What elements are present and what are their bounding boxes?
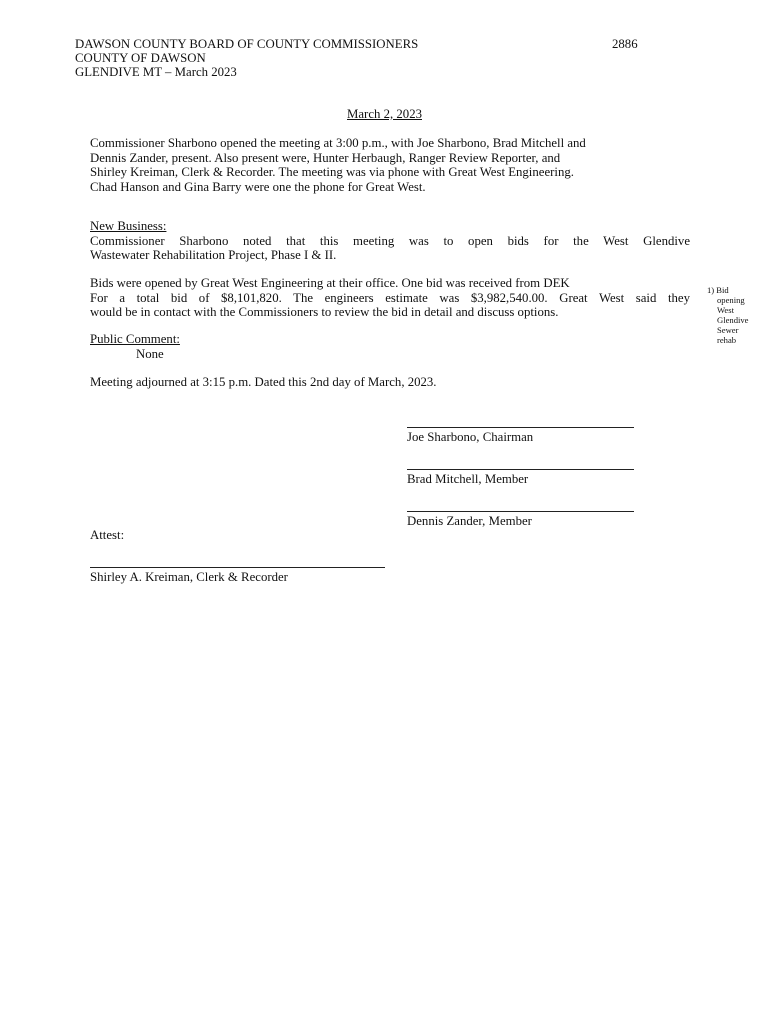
header-board-name: DAWSON COUNTY BOARD OF COUNTY COMMISSIONERS <box>75 37 419 51</box>
margin-note-line: Sewer <box>717 325 739 335</box>
attest-label: Attest: <box>90 528 125 542</box>
member1-signature-line <box>407 469 634 470</box>
clerk-signature-line <box>90 567 385 568</box>
margin-note-line: Glendive <box>717 315 749 325</box>
clerk-name: Shirley A. Kreiman, Clerk & Recorder <box>90 570 288 584</box>
member2-signature-line <box>407 511 634 512</box>
public-comment-heading: Public Comment: <box>90 332 180 346</box>
bids-line: would be in contact with the Commissioners to review the bid in detail and discuss options. <box>90 305 559 319</box>
page-number: 2886 <box>612 37 638 51</box>
chairman-name: Joe Sharbono, Chairman <box>407 430 534 444</box>
bids-line: For a total bid of $8,101,820. The engineers estimate was $3,982,540.00. Great West said they <box>90 290 690 305</box>
bids-line: Bids were opened by Great West Engineering at their office. One bid was received from DEK <box>90 276 570 290</box>
margin-note <box>707 285 757 345</box>
public-comment-section <box>90 332 690 361</box>
margin-note-line: rehab <box>717 335 737 345</box>
bids-paragraph <box>90 276 690 320</box>
meeting-date: March 2, 2023 <box>347 107 422 121</box>
public-comment-value: None <box>136 346 164 361</box>
new-business-section <box>90 219 690 263</box>
margin-note-line: 1) Bid <box>707 285 729 295</box>
margin-note-line: West <box>717 305 734 315</box>
opening-line: Shirley Kreiman, Clerk & Recorder. The meeting was via phone with Great West Engineering. <box>90 165 574 179</box>
new-business-heading: New Business: <box>90 219 167 233</box>
opening-line: Dennis Zander, present. Also present were, Hunter Herbaugh, Ranger Review Reporter, and <box>90 150 561 165</box>
chairman-signature-line <box>407 427 634 428</box>
member1-name: Brad Mitchell, Member <box>407 472 529 486</box>
adjournment-statement: Meeting adjourned at 3:15 p.m. Dated this 2nd day of March, 2023. <box>90 375 437 389</box>
opening-line: Chad Hanson and Gina Barry were one the phone for Great West. <box>90 179 426 194</box>
header-location-date: GLENDIVE MT – March 2023 <box>75 65 237 79</box>
opening-paragraph <box>90 136 690 194</box>
opening-line: Commissioner Sharbono opened the meeting at 3:00 p.m., with Joe Sharbono, Brad Mitchell and <box>90 136 586 150</box>
margin-note-line: opening <box>717 295 745 305</box>
header-county: COUNTY OF DAWSON <box>75 51 206 65</box>
new-business-line: Wastewater Rehabilitation Project, Phase I & II. <box>90 248 337 262</box>
new-business-line: Commissioner Sharbono noted that this meeting was to open bids for the West Glendive <box>90 233 690 248</box>
member2-name: Dennis Zander, Member <box>407 514 532 528</box>
